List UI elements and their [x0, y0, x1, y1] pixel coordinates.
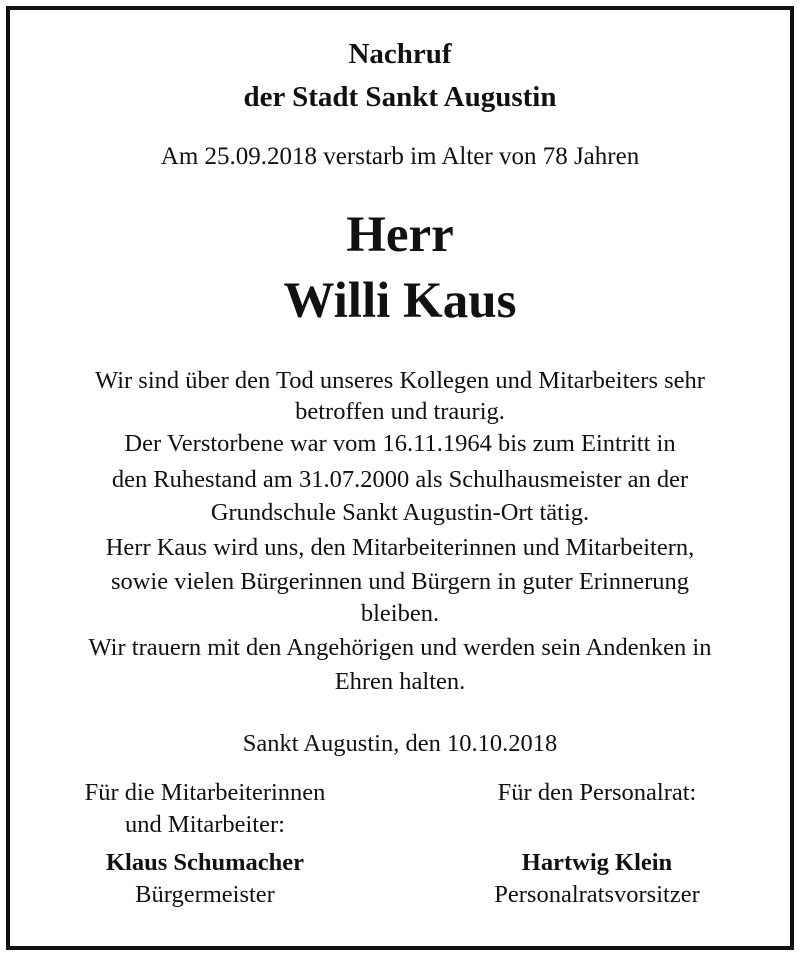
- signature-right-name: Hartwig Klein: [521, 849, 673, 876]
- body-line: betroffen und traurig.: [295, 398, 505, 425]
- body-line: den Ruhestand am 31.07.2000 als Schulhausmeister an der: [111, 466, 689, 493]
- signature-right-spacer: [412, 809, 782, 847]
- signature-right: [412, 777, 782, 911]
- signature-left-name: Klaus Schumacher: [105, 849, 305, 876]
- body-line: Ehren halten.: [334, 668, 466, 695]
- body-line: bleiben.: [360, 600, 440, 627]
- deceased-name: Willi Kaus: [283, 273, 517, 329]
- place-date: Sankt Augustin, den 10.10.2018: [242, 730, 558, 757]
- body-line: Wir sind über den Tod unseres Kollegen und Mitarbeiters sehr: [95, 367, 705, 394]
- deceased-title: Herr: [346, 207, 454, 263]
- body-line: Grundschule Sankt Augustin-Ort tätig.: [210, 499, 590, 526]
- signature-right-role: Personalratsvorsitzer: [494, 881, 700, 908]
- body-line: sowie vielen Bürgerinnen und Bürgern in guter Erinnerung: [110, 568, 690, 595]
- body-line: Wir trauern mit den Angehörigen und werden sein Andenken in: [88, 634, 712, 661]
- signature-left-line2: und Mitarbeiter:: [125, 811, 285, 838]
- signature-right-line1: Für den Personalrat:: [497, 779, 697, 806]
- body-line: Der Verstorbene war vom 16.11.1964 bis zum Eintritt in: [124, 430, 676, 457]
- signature-left: [20, 777, 390, 911]
- signature-left-line1: Für die Mitarbeiterinnen: [84, 779, 326, 806]
- heading-nachruf: Nachruf: [348, 38, 452, 70]
- body-line: Herr Kaus wird uns, den Mitarbeiterinnen und Mitarbeitern,: [105, 534, 695, 561]
- heading-city: der Stadt Sankt Augustin: [243, 81, 557, 113]
- death-date-line: Am 25.09.2018 verstarb im Alter von 78 Jahren: [160, 143, 640, 170]
- signature-left-role: Bürgermeister: [135, 881, 275, 908]
